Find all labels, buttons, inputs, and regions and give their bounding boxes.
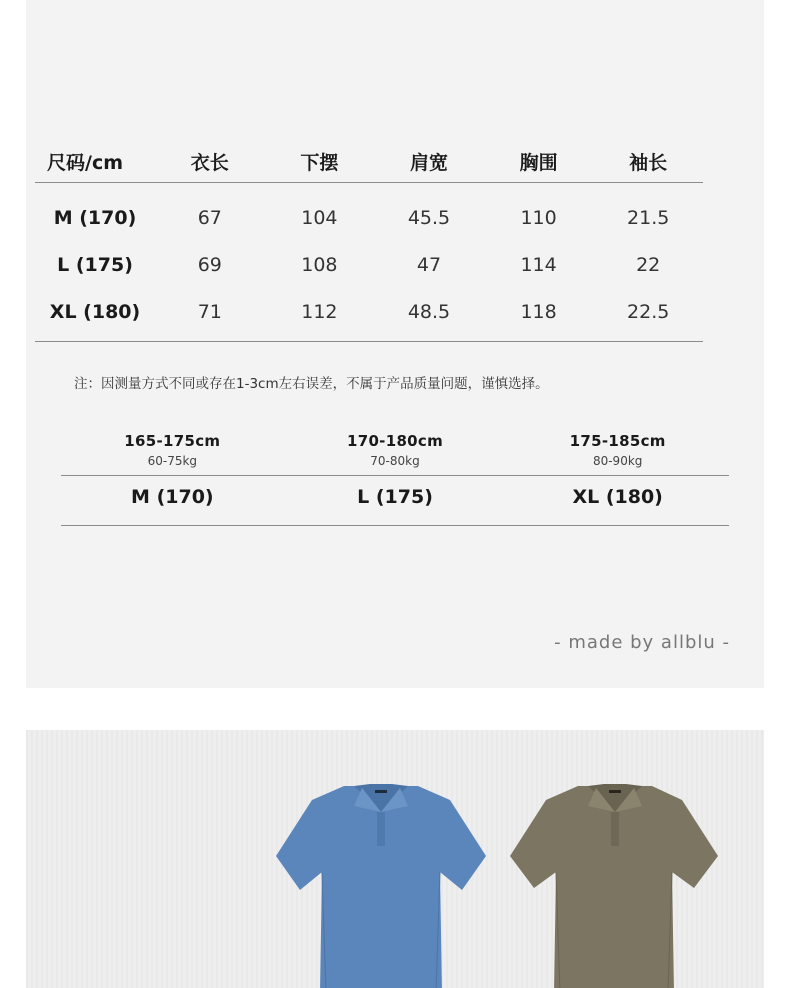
size-cell: M (170) <box>53 206 137 229</box>
recommended-size: XL (180) <box>572 486 663 508</box>
made-by-signature: - made by allblu - <box>554 632 730 653</box>
header-size: 尺码/cm <box>47 151 124 174</box>
size-chart-panel <box>26 0 764 688</box>
hem-cell: 108 <box>301 253 338 276</box>
olive-polo-shirt-image <box>510 782 720 988</box>
hem-cell: 112 <box>301 300 338 323</box>
sleeve-cell: 22 <box>636 253 661 276</box>
recommendation-column <box>506 432 729 468</box>
sleeve-cell: 21.5 <box>627 206 670 229</box>
length-cell: 67 <box>197 206 222 229</box>
table-row <box>35 288 703 335</box>
shoulder-cell: 47 <box>416 253 442 276</box>
sleeve-cell: 22.5 <box>627 300 670 323</box>
header-chest: 胸围 <box>519 151 558 174</box>
measurement-note: 注：因测量方式不同或存在1-3cm左右误差，不属于产品质量问题，谨慎选择。 <box>74 376 549 392</box>
shoulder-cell: 48.5 <box>407 300 451 323</box>
hem-cell: 104 <box>301 206 338 229</box>
size-table <box>35 140 703 342</box>
size-cell: XL (180) <box>49 300 141 323</box>
recommended-size: M (170) <box>131 486 214 508</box>
weight-range: 60-75kg <box>147 454 198 468</box>
shoulder-cell: 45.5 <box>407 206 451 229</box>
header-hem: 下摆 <box>300 151 339 174</box>
weight-range: 80-90kg <box>592 454 643 468</box>
header-sleeve: 袖长 <box>629 151 668 174</box>
chest-cell: 118 <box>520 300 557 323</box>
product-photo <box>26 730 764 988</box>
recommendation-divider-bottom <box>61 525 729 526</box>
height-range: 170-180cm <box>346 432 444 450</box>
chest-cell: 114 <box>520 253 557 276</box>
recommendation-column <box>61 432 284 468</box>
table-divider-bottom <box>35 341 703 342</box>
blue-polo-shirt-image <box>274 782 488 988</box>
table-row <box>35 194 703 241</box>
size-cell: L (175) <box>57 253 133 276</box>
table-header-row <box>35 140 703 182</box>
header-length: 衣长 <box>190 151 229 174</box>
weight-range: 70-80kg <box>370 454 420 468</box>
recommended-size: L (175) <box>357 486 433 508</box>
length-cell: 69 <box>197 253 222 276</box>
height-range: 175-185cm <box>569 432 666 450</box>
size-recommendation <box>61 432 729 526</box>
length-cell: 71 <box>197 300 222 323</box>
header-shoulder: 肩宽 <box>409 151 448 174</box>
table-row <box>35 241 703 288</box>
chest-cell: 110 <box>520 206 557 229</box>
recommendation-column <box>284 432 507 468</box>
height-range: 165-175cm <box>124 432 221 450</box>
